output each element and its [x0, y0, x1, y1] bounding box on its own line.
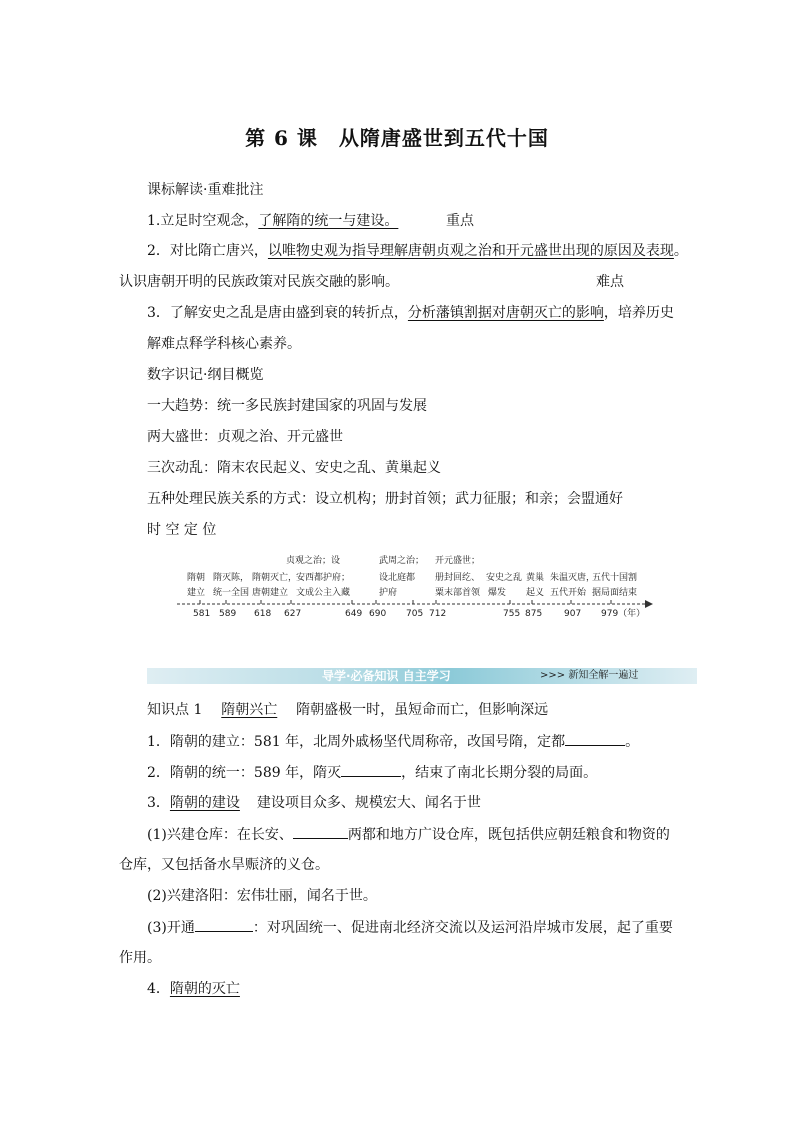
timeline-event-label: 隋朝灭亡， [252, 573, 298, 583]
objective-2-prefix: 2．对比隋亡唐兴， [147, 243, 268, 259]
kp1-item-3c-suffix: ：对巩固统一、促进南北经济交流以及运河沿岸城市发展，起了重要 [252, 920, 673, 936]
timeline-event-label: 文成公主入藏 [296, 588, 351, 598]
summary-trend: 一大趋势：统一多民族封建国家的巩固与发展 [147, 398, 427, 414]
banner-title: 导学·必备知识 自主学习 [322, 669, 451, 683]
timeline-year: 979（年） [601, 609, 646, 619]
objective-2-underlined: 以唯物史观为指导理解唐朝贞观之治和开元盛世出现的原因及表现 [267, 243, 674, 259]
timeline-event-label: 册封回纥、 [435, 573, 481, 583]
timeline-event-label: 护府 [379, 588, 398, 598]
kp1-title: 隋朝兴亡 [221, 702, 278, 718]
kp1-item-3 [147, 793, 481, 813]
timeline-event-label: 统一全国 [213, 588, 250, 598]
answer-blank-conquered[interactable] [341, 762, 401, 777]
objective-1-tag: 重点 [446, 213, 474, 229]
answer-blank-canal[interactable] [195, 917, 253, 932]
objective-3-suffix: ，培养历史 [603, 305, 674, 321]
kp1-item-4 [147, 979, 240, 999]
section-heading-shikong: 时 空 定 位 [147, 522, 217, 538]
answer-blank-capital[interactable] [565, 731, 625, 746]
summary-prosperity: 两大盛世：贞观之治、开元盛世 [147, 429, 343, 445]
kp1-item-3a-text: (1)兴建仓库：在长安、 [147, 827, 293, 843]
timeline-event-label: 黄巢 [526, 573, 545, 583]
timeline-year: 907 [564, 609, 582, 619]
section-heading-kebiao: 课标解读·重难批注 [147, 182, 264, 198]
objective-3-line2: 解难点释学科核心素养。 [147, 336, 301, 352]
timeline-event-label: 五代十国割 [592, 573, 638, 583]
timeline-event-label: 起义 [526, 588, 545, 598]
timeline-upper-label: 贞观之治；设 [286, 556, 341, 566]
timeline-event-label: 据局面结束 [592, 588, 638, 598]
objective-3 [147, 303, 674, 323]
timeline-event-label: 建立 [187, 588, 206, 598]
timeline-year: 705 [406, 609, 424, 619]
summary-unrest: 三次动乱：隋末农民起义、安史之乱、黄巢起义 [147, 460, 441, 476]
objective-2-tag: 难点 [596, 274, 624, 290]
timeline-event-label: 安西都护府； [296, 573, 351, 583]
timeline-event-label: 爆发 [488, 588, 507, 598]
timeline-year: 755 [503, 609, 521, 619]
timeline-event-label: 隋朝 [187, 573, 206, 583]
banner-subtitle: >>> 新知全解一遍过 [540, 670, 639, 681]
kp1-item-3-num: 3． [147, 795, 170, 811]
timeline-event-label: 朱温灭唐， [550, 573, 596, 583]
objective-2-suffix: 。 [673, 243, 688, 259]
timeline-event-label: 粟末部首领 [435, 588, 481, 598]
kp1-item-3a-suffix: 两都和地方广设仓库，既包括供应朝廷粮食和物资的 [347, 827, 670, 843]
kp1-item-3b: (2)兴建洛阳：宏伟壮丽，闻名于世。 [147, 888, 377, 904]
kp1-item-1 [147, 731, 639, 752]
kp1-item-3c [147, 917, 673, 938]
timeline-event-label: 唐朝建立 [252, 588, 289, 598]
section-heading-shuzi: 数字识记·纲目概览 [147, 367, 264, 383]
timeline-year: 875 [525, 609, 543, 619]
page-title: 第 6 课 从隋唐盛世到五代十国 [245, 126, 549, 150]
kp1-item-3-title: 隋朝的建设 [169, 795, 240, 811]
objective-1 [147, 211, 398, 231]
timeline-year: 649 [345, 609, 363, 619]
timeline-event-label: 设北庭都 [379, 573, 416, 583]
kp1-item-1-text: 1．隋朝的建立：581 年，北周外戚杨坚代周称帝，改国号隋，定都 [147, 734, 566, 750]
kp1-item-2-suffix: ，结束了南北长期分裂的局面。 [401, 765, 598, 781]
objective-3-prefix: 3．了解安史之乱是唐由盛到衰的转折点， [147, 305, 408, 321]
kp1-item-4-title: 隋朝的灭亡 [169, 981, 240, 997]
objective-3-underlined: 分析藩镇割据对唐朝灭亡的影响 [407, 305, 604, 321]
kp1-label: 知识点 1 [147, 702, 203, 718]
answer-blank-capital-2[interactable] [293, 824, 348, 839]
kp1-description: 隋朝盛极一时，虽短命而亡，但影响深远 [296, 702, 549, 718]
kp1-item-1-suffix: 。 [625, 734, 640, 750]
timeline-year: 627 [284, 609, 302, 619]
timeline-event-label: 安史之乱 [486, 573, 523, 583]
timeline-upper-label: 开元盛世； [435, 556, 481, 566]
kp1-item-2-text: 2．隋朝的统一：589 年，隋灭 [147, 765, 342, 781]
objective-1-underlined: 了解隋的统一与建设。 [258, 213, 399, 229]
knowledge-point-1 [147, 700, 548, 720]
timeline-year: 690 [369, 609, 387, 619]
kp1-item-3c-line2: 作用。 [119, 950, 161, 966]
timeline-year: 589 [219, 609, 237, 619]
summary-ethnic: 五种处理民族关系的方式：设立机构；册封首领；武力征服；和亲；会盟通好 [147, 491, 623, 507]
timeline-event-label: 隋灭陈， [213, 573, 250, 583]
objective-2 [147, 241, 688, 261]
timeline-event-label: 五代开始 [550, 588, 587, 598]
kp1-item-3-desc: 建设项目众多、规模宏大、闻名于世 [256, 795, 481, 811]
kp1-item-3c-text: (3)开通 [147, 920, 195, 936]
kp1-item-3a-line2: 仓库，又包括备水旱赈济的义仓。 [119, 857, 329, 873]
objective-2-line2: 认识唐朝开明的民族政策对民族交融的影响。 [119, 274, 399, 290]
objective-1-prefix: 1.立足时空观念， [147, 213, 259, 229]
kp1-item-3a [147, 824, 670, 845]
kp1-item-4-num: 4． [147, 981, 170, 997]
timeline-year: 581 [193, 609, 211, 619]
timeline-year: 712 [429, 609, 447, 619]
timeline-upper-label: 武周之治； [379, 556, 425, 566]
timeline-year: 618 [254, 609, 272, 619]
kp1-item-2 [147, 762, 597, 783]
